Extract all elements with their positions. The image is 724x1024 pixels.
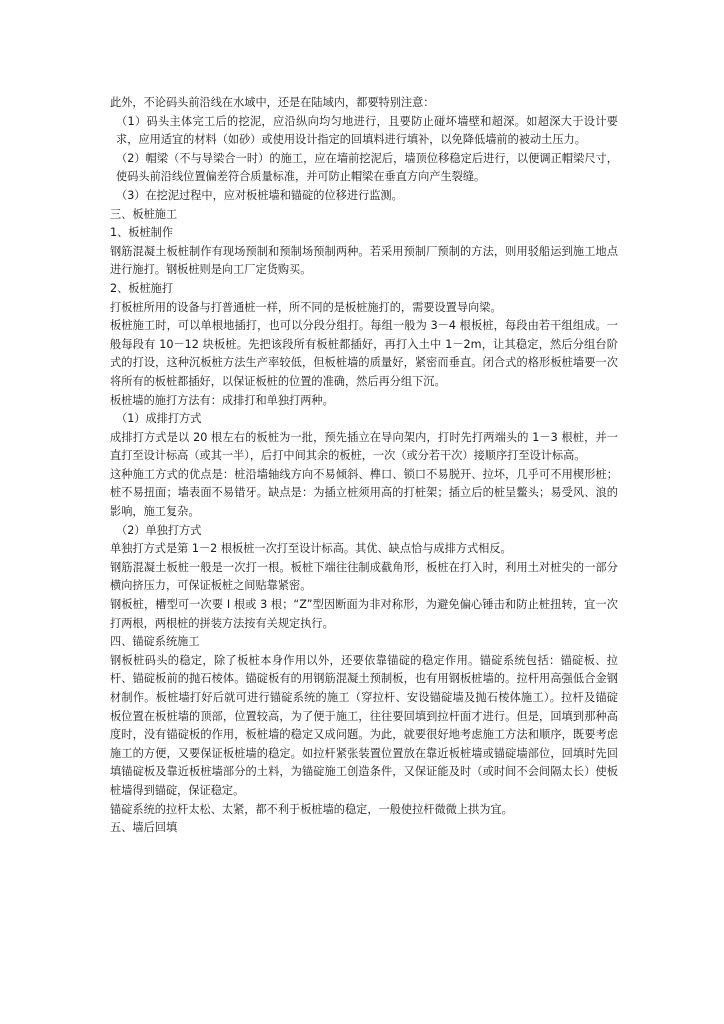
paragraph-row-driving: 成排打方式是以 20 根左右的板桩为一批，预先插立在导向架内，打时先打两端头的 1－3 根桩，并一直打至设计标高（或其一半），后打中间其余的板桩，一次（或分若干次）接顺序打至设计标高。 <box>110 430 618 463</box>
paragraph-intro: 此外，不论码头前沿线在水域中，还是在陆域内，都要特别注意： <box>110 96 435 109</box>
paragraph-equipment: 打板桩所用的设备与打普通桩一样，所不同的是板桩施打的，需要设置导向梁。 <box>110 300 502 314</box>
section-heading-3: 三、板桩施工 <box>110 207 178 221</box>
paragraph-single-driving: 单独打方式是第 1－2 根板桩一次打至设计标高。其优、缺点恰与成排方式相反。 <box>110 542 512 556</box>
paragraph-item-3: （3）在挖泥过程中，应对板桩墙和锚碇的位移进行监测。 <box>116 188 403 202</box>
document-body <box>110 94 618 838</box>
subheading-single-driving: （2）单独打方式 <box>116 523 202 537</box>
paragraph-tie-rod: 锚碇系统的拉杆太松、太紧，都不利于板桩墙的稳定，一般使拉杆微微上拱为宜。 <box>110 802 513 816</box>
paragraph-pile-making: 钢筋混凝土板桩制作有现场预制和预制场预制两种。若采用预制厂预制的方法，则用驳船运到施工地点进行施打。钢板桩则是向工厂定货购买。 <box>110 244 618 277</box>
paragraph-two-methods: 板桩墙的施打方法有：成排打和单独打两种。 <box>110 393 334 407</box>
subheading-pile-making: 1、板桩制作 <box>110 226 174 240</box>
paragraph-item-1: （1）码头主体完工后的挖泥，应沿纵向均匀地进行，且要防止碰坏墙壁和超深。如超深大于设计要求，应用适宜的材料（如砂）或使用设计指定的回填料进行填补，以免降低墙前的被动土压力。 <box>116 114 618 147</box>
paragraph-concrete-pile: 钢筋混凝土板桩一般是一次打一根。板桩下端往往制成截角形，板桩在打入时，利用土对桩尖的一部分横向挤压力，可保证板桩之间贴靠紧密。 <box>110 560 618 593</box>
paragraph-steel-pile: 钢板桩，槽型可一次要 I 根或 3 根；“Z”型因断面为非对称形，为避免偏心锤击和防止桩扭转，宜一次打两根，两根桩的拼装方法按有关规定执行。 <box>110 598 618 630</box>
section-heading-5: 五、墙后回填 <box>110 821 178 835</box>
paragraph-anchor-system: 钢板桩码头的稳定，除了板桩本身作用以外，还要依靠锚碇的稳定作用。锚碇系统包括：锚碇板、拉杆、锚碇板前的抛石棱体。锚碇板有的用钢筋混凝土预制板，也有用钢板桩墙的。拉杆用高强低合金钢材制作。板桩墙打好后就可进行锚碇系统的施工（穿拉杆、安设锚碇墙及抛石棱体施工）。拉杆及锚碇板位置在板桩墙的顶部，位置较高，为了便于施工，往往要回填到拉杆面才进行。但是，回填到那种高度时，没有锚碇板的作用，板桩墙的稳定又成问题。为此，就要很好地考虑施工方法和顺序，既要考虑施工的方便，又要保证板桩墙的稳定。如拉杆紧张装置位置放在靠近板桩墙或锚碇墙部位，回填时先回填锚碇板及靠近板桩墙部分的土料，为锚碇施工创造条件，又保证能及时（或时间不会间隔太长）使板桩墙得到锚碇，保证稳定。 <box>110 653 618 797</box>
paragraph-pros-cons: 这种施工方式的优点是：桩沿墙轴线方向不易倾斜、榫口、锁口不易脱开、拉坏，几乎可不用楔形桩；桩不易扭面；墙表面不易错牙。缺点是：为插立桩须用高的打桩架；插立后的桩呈鳖头；易受风、浪的影响，施工复杂。 <box>110 467 618 519</box>
subheading-row-driving: （1）成排打方式 <box>116 412 202 426</box>
paragraph-driving-method: 板桩施工时，可以单根地插打，也可以分段分组打。每组一般为 3－4 根板桩，每段由若干组组成。一般每段有 10－12 块板桩。先把该段所有板桩都插好，再打入土中 1－2m，让其稳定，然后分组台阶式的打设，这种沉板桩方法生产率较低，但板桩墙的质量好，紧密而垂直。闭合式的格形板桩墙要一次将所有的板桩都插好，以保证板桩的位置的准确，然后再分组下沉。 <box>110 319 618 388</box>
section-heading-4: 四、锚碇系统施工 <box>110 635 200 649</box>
subheading-pile-driving: 2、板桩施打 <box>110 281 174 295</box>
paragraph-item-2: （2）帽梁（不与导梁合一时）的施工，应在墙前挖泥后，墙顶位移稳定后进行，以便调正帽梁尺寸，使码头前沿线位置偏差符合质量标准，并可防止帽梁在垂直方向产生裂缝。 <box>116 151 618 184</box>
